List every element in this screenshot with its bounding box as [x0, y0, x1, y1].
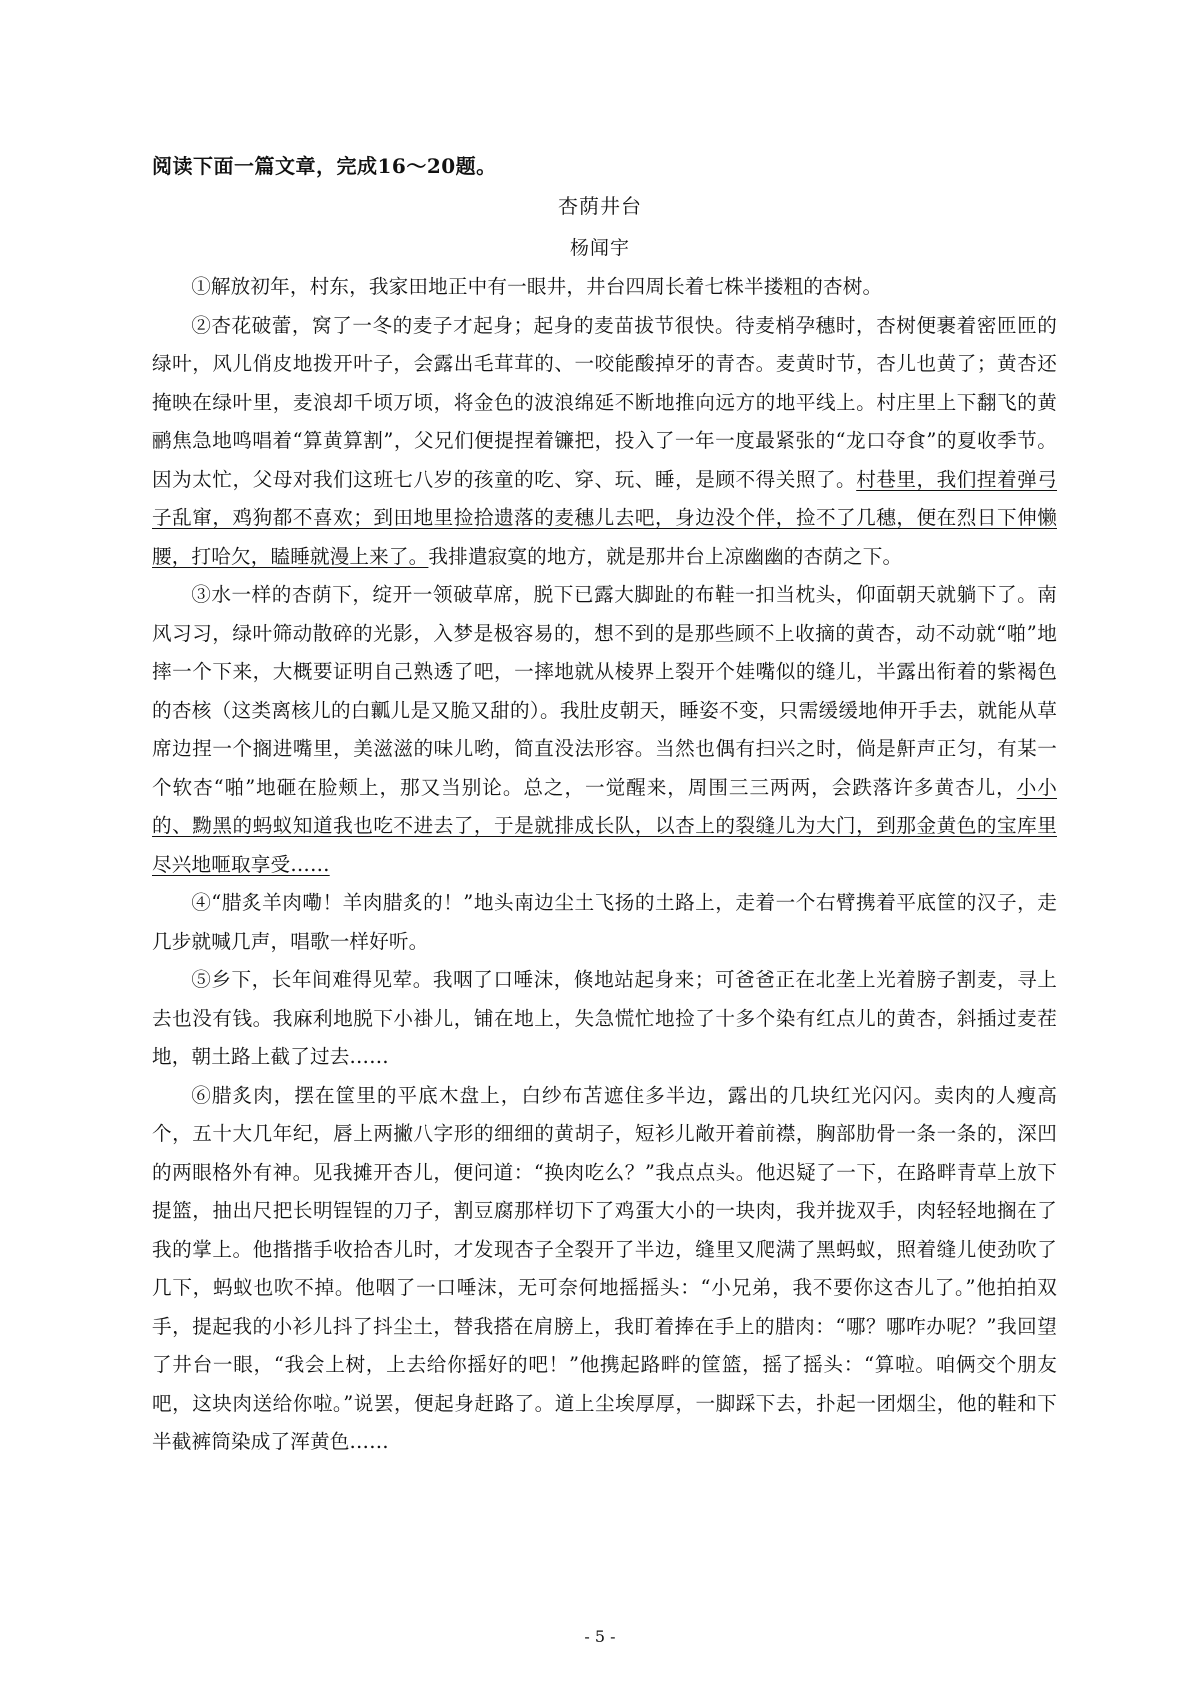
paragraph-4: ④“腊炙羊肉嘞！羊肉腊炙的！”地头南边尘土飞扬的土路上，走着一个右臂携着平底筐的汉子，走几步就喊几声，唱歌一样好听。 — [152, 891, 1057, 953]
paragraph-3 — [152, 576, 1057, 884]
paragraph-2-underlined-sentence: 村巷里，我们捏着弹弓子乱窜，鸡狗都不喜欢；到田地里捡拾遗落的麦穗儿去吧，身边没个伴，捡不了几穗，便在烈日下伸懒腰，打哈欠，瞌睡就漫上来了。 — [152, 467, 1058, 568]
paragraph-6: ⑥腊炙肉，摆在筐里的平底木盘上，白纱布苫遮住多半边，露出的几块红光闪闪。卖肉的人瘦高个，五十大几年纪，唇上两撇八字形的细细的黄胡子，短衫儿敞开着前襟，胸部肋骨一条一条的，深凹的两眼格外有神。见我摊开杏儿，便问道：“换肉吃么？”我点点头。他迟疑了一下，在路畔青草上放下提篮，抽出尺把长明锃锃的刀子，割豆腐那样切下了鸡蛋大小的一块肉，我并拢双手，肉轻轻地搁在了我的掌上。他揩揩手收拾杏儿时，才发现杏子全裂开了半边，缝里又爬满了黑蚂蚁，照着缝儿使劲吹了几下，蚂蚁也吹不掉。他咽了一口唾沫，无可奈何地摇摇头：“小兄弟，我不要你这杏儿了。”他拍拍双手，提起我的小衫儿抖了抖尘土，替我搭在肩膀上，我盯着捧在手上的腊肉：“哪？哪咋办呢？”我回望了井台一眼，“我会上树，上去给你摇好的吧！”他携起路畔的筐篮，摇了摇头：“算啦。咱俩交个朋友吧，这块肉送给你啦。”说罢，便起身赶路了。道上尘埃厚厚，一脚踩下去，扑起一团烟尘，他的鞋和下半截裤筒染成了浑黄色…… — [152, 1083, 1057, 1453]
paragraph-1: ①解放初年，村东，我家田地正中有一眼井，井台四周长着七株半搂粗的杏树。 — [191, 275, 883, 298]
article-author: 杨闻宇 — [569, 237, 630, 259]
paragraph-2 — [152, 307, 1057, 577]
article-body — [152, 268, 1057, 1462]
article-title: 杏荫井台 — [558, 194, 642, 218]
page-number: - 5 - — [584, 1627, 616, 1646]
question-instruction: 阅读下面一篇文章，完成16～20题。 — [152, 154, 497, 178]
paragraph-2-text: ②杏花破蕾，窝了一冬的麦子才起身；起身的麦苗拔节很快。待麦梢孕穗时，杏树便裹着密匝匝的绿叶，风儿俏皮地拨开叶子，会露出毛茸茸的、一咬能酸掉牙的青杏。麦黄时节，杏儿也黄了；黄杏还掩映在绿叶里，麦浪却千顷万顷，将金色的波浪绵延不断地推向远方的地平线上。村庄里上下翻飞的黄鹂焦急地鸣唱着“算黄算割”，父兄们便提捏着镰把，投入了一年一度最紧张的“龙口夺食”的夏收季节。因为太忙，父母对我们这班七八岁的孩童的吃、穿、玩、睡，是顾不得关照了。 — [152, 313, 1057, 491]
paragraph-3-text: ③水一样的杏荫下，绽开一领破草席，脱下已露大脚趾的布鞋一扣当枕头，仰面朝天就躺下了。南风习习，绿叶筛动散碎的光影，入梦是极容易的，想不到的是那些顾不上收摘的黄杏，动不动就“啪”地摔一个下来，大概要证明自己熟透了吧，一摔地就从棱界上裂开个娃嘴似的缝儿，半露出衔着的紫褐色的杏核（这类离核儿的白瓤儿是又脆又甜的）。我肚皮朝天，睡姿不变，只需缓缓地伸开手去，就能从草席边捏一个搁进嘴里，美滋滋的味儿哟，简直没法形容。当然也偶有扫兴之时，倘是鼾声正匀，有某一个软杏“啪”地砸在脸颊上，那又当别论。总之，一觉醒来，周围三三两两，会跌落许多黄杏儿， — [152, 583, 1057, 799]
paragraph-2-text-end: 我排遣寂寞的地方，就是那井台上凉幽幽的杏荫之下。 — [428, 544, 903, 568]
paragraph-5: ⑤乡下，长年间难得见荤。我咽了口唾沫，倏地站起身来；可爸爸正在北垄上光着膀子割麦，寻上去也没有钱。我麻利地脱下小褂儿，铺在地上，失急慌忙地捡了十多个染有红点儿的黄杏，斜插过麦茬地，朝土路上截了过去…… — [152, 968, 1057, 1068]
paragraph-3-underlined-sentence: 小小的、黝黑的蚂蚁知道我也吃不进去了，于是就排成长队，以杏上的裂缝儿为大门，到那金黄色的宝库里尽兴地咂取享受…… — [152, 775, 1057, 876]
